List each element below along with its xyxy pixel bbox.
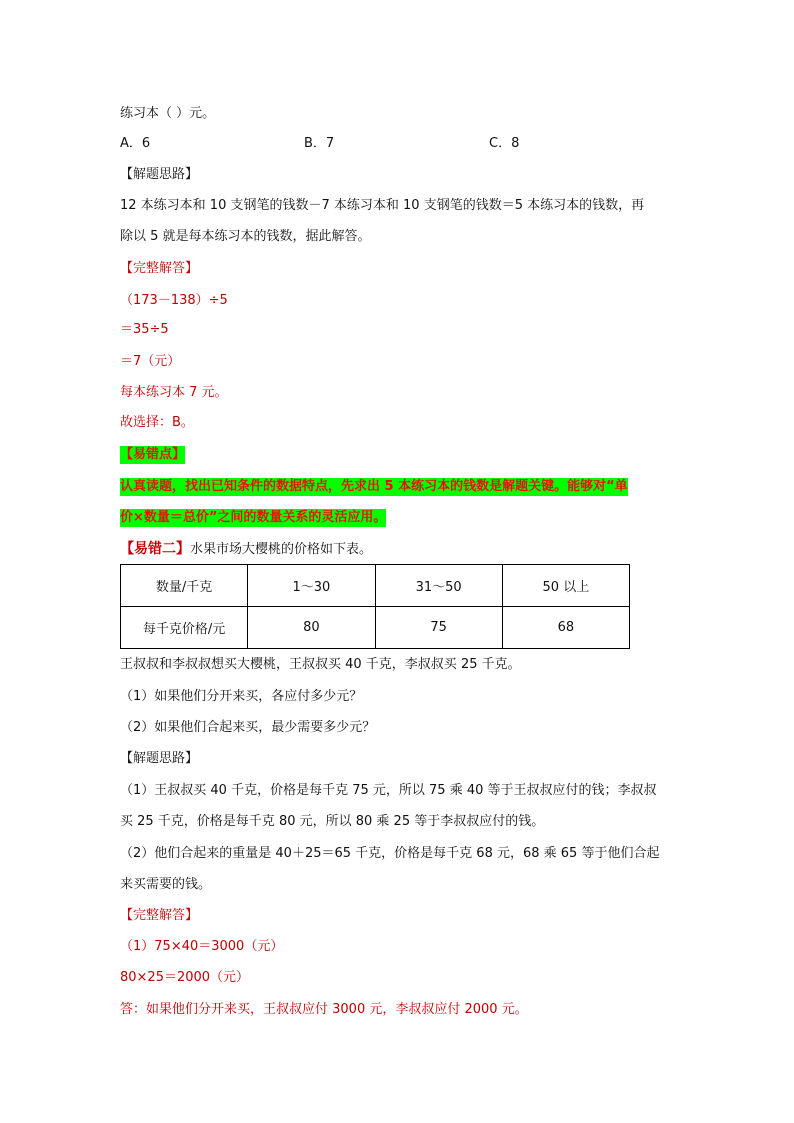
solution-line: 故选择：B。 bbox=[120, 415, 194, 430]
table-row bbox=[121, 565, 630, 607]
option-b: B．7 bbox=[304, 136, 335, 151]
table-cell: 31～50 bbox=[375, 565, 502, 607]
solution-line: ＝7（元） bbox=[120, 354, 181, 369]
table-cell: 75 bbox=[375, 607, 502, 649]
mistake-line: 认真读题，找出已知条件的数据特点，先求出 5 本练习本的钱数是解题关键。能够对“单 bbox=[120, 479, 628, 494]
solution-line: （1）75×40＝3000（元） bbox=[120, 939, 284, 954]
part2-title bbox=[120, 540, 372, 559]
analysis-header-2: 【解题思路】 bbox=[120, 751, 199, 766]
table-cell: 80 bbox=[248, 607, 375, 649]
table-cell: 50 以上 bbox=[502, 565, 629, 607]
analysis-header-1: 【解题思路】 bbox=[120, 167, 199, 182]
analysis-line: （2）他们合起来的重量是 40＋25＝65 千克，价格是每千克 68 元，68 乘 65 等于他们合起 bbox=[120, 846, 660, 861]
part2-intro: 水果市场大樱桃的价格如下表。 bbox=[190, 542, 373, 557]
solution-line: ＝35÷5 bbox=[120, 322, 169, 337]
table-cell: 1～30 bbox=[248, 565, 375, 607]
option-c: C．8 bbox=[489, 136, 520, 151]
question-line: （1）如果他们分开来买，各应付多少元？ bbox=[120, 689, 363, 704]
solution-header-2: 【完整解答】 bbox=[120, 908, 199, 923]
question-tail: 练习本（ ）元。 bbox=[120, 106, 216, 121]
part2-label: 【易错二】 bbox=[120, 541, 190, 557]
solution-header-1: 【完整解答】 bbox=[120, 261, 199, 276]
table-cell: 68 bbox=[502, 607, 629, 649]
analysis-line: 除以 5 就是每本练习本的钱数，据此解答。 bbox=[120, 229, 371, 244]
answer-line: 答：如果他们分开来买，王叔叔应付 3000 元，李叔叔应付 2000 元。 bbox=[120, 1002, 528, 1017]
mistake-line: 价×数量＝总价”之间的数量关系的灵活应用。 bbox=[120, 510, 387, 525]
option-a: A．6 bbox=[120, 136, 151, 151]
analysis-line: 12 本练习本和 10 支钢笔的钱数－7 本练习本和 10 支钢笔的钱数＝5 本练习本的钱数，再 bbox=[120, 198, 645, 213]
table-cell: 数量/千克 bbox=[121, 565, 248, 607]
table-row bbox=[121, 607, 630, 649]
analysis-line: 买 25 千克，价格是每千克 80 元，所以 80 乘 25 等于李叔叔应付的钱。 bbox=[120, 814, 545, 829]
mistake-header: 【易错点】 bbox=[120, 447, 186, 462]
price-table bbox=[120, 564, 630, 649]
problem-statement: 王叔叔和李叔叔想买大樱桃，王叔叔买 40 千克，李叔叔买 25 千克。 bbox=[120, 657, 521, 672]
table-cell: 每千克价格/元 bbox=[121, 607, 248, 649]
question-line: （2）如果他们合起来买，最少需要多少元？ bbox=[120, 720, 376, 735]
solution-line: 80×25＝2000（元） bbox=[120, 970, 250, 985]
solution-line: 每本练习本 7 元。 bbox=[120, 385, 228, 400]
analysis-line: 来买需要的钱。 bbox=[120, 877, 212, 892]
solution-line: （173－138）÷5 bbox=[120, 293, 228, 308]
analysis-line: （1）王叔叔买 40 千克，价格是每千克 75 元，所以 75 乘 40 等于王叔叔应付的钱；李叔叔 bbox=[120, 783, 657, 798]
